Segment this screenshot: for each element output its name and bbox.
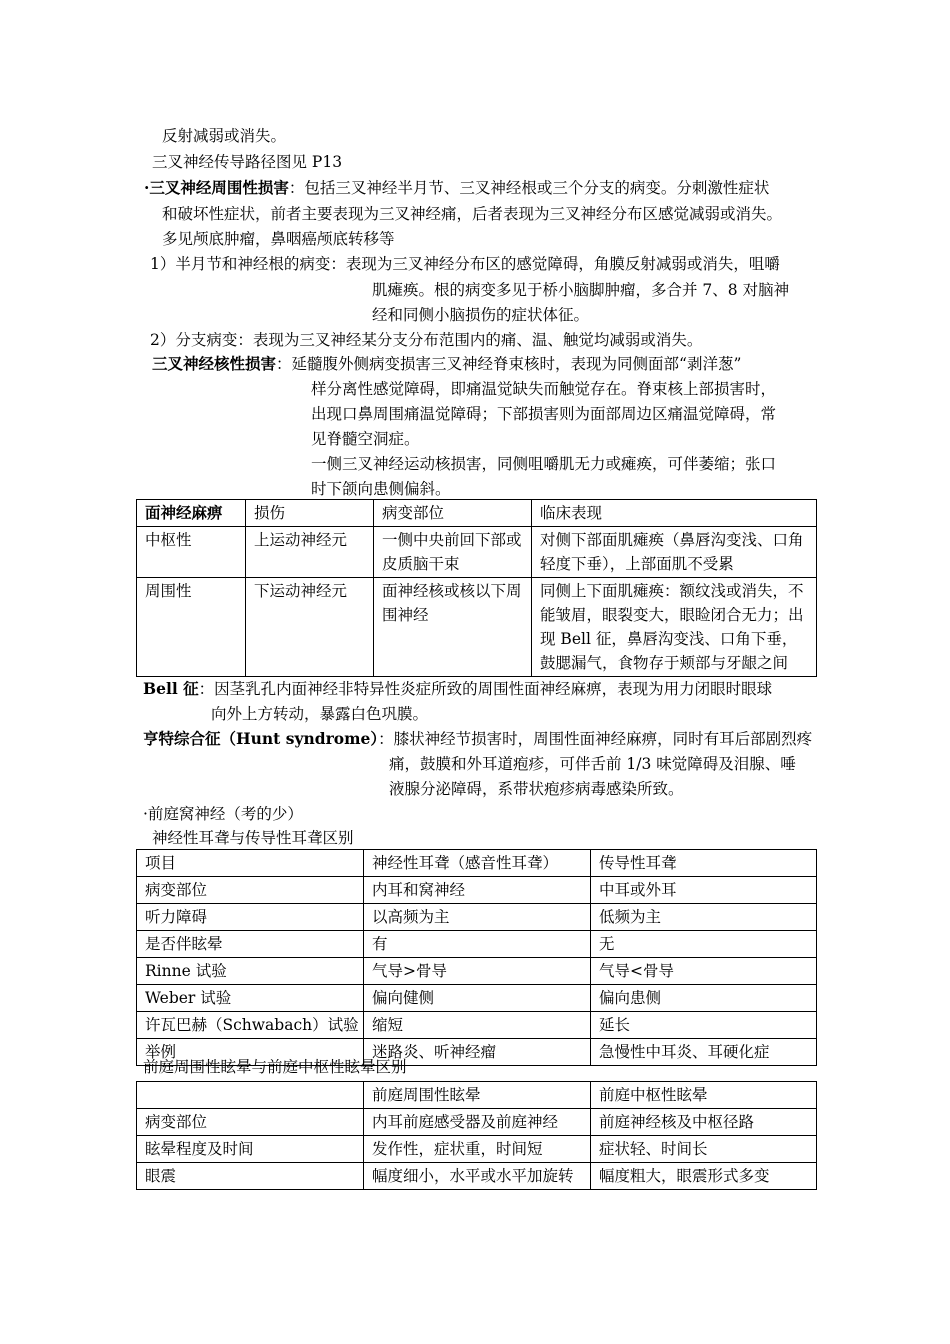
table-cell: 听力障碍 xyxy=(137,904,364,931)
colon: ： xyxy=(288,179,305,197)
colon: ： xyxy=(276,355,292,373)
text: 因茎乳孔内面神经非特异性炎症所致的周围性面神经麻痹，表现为用力闭眼时眼球 xyxy=(214,680,773,698)
table-cell: 缩短 xyxy=(364,1012,591,1039)
table-cell: 下运动神经元 xyxy=(246,578,374,677)
heading-nuclear: 三叉神经核性损害 xyxy=(152,354,277,373)
table-row xyxy=(137,1109,817,1136)
text-line: 三叉神经传导路径图见 P13 xyxy=(152,153,343,171)
table-cell: 是否伴眩晕 xyxy=(137,931,364,958)
table-header-cell: 病变部位 xyxy=(374,500,532,527)
table-cell: 偏向健侧 xyxy=(364,985,591,1012)
text-line: 出现口鼻周围痛温觉障碍；下部损害则为面部周边区痛温觉障碍，常 xyxy=(311,405,777,423)
table-row xyxy=(137,1012,817,1039)
table-cell: 举例 xyxy=(137,1039,364,1066)
text-line: 经和同侧小脑损伤的症状体征。 xyxy=(372,306,590,324)
text-line: 向外上方转动，暴露白色巩膜。 xyxy=(211,705,429,723)
table-header-cell: 前庭中枢性眩晕 xyxy=(591,1082,817,1109)
paragraph-bell xyxy=(143,678,772,700)
table-cell: 无 xyxy=(591,931,817,958)
table-header-row xyxy=(137,1082,817,1109)
table-caption: 前庭周围性眩晕与前庭中枢性眩晕区别 xyxy=(143,1058,407,1076)
table-header-cell: 项目 xyxy=(137,850,364,877)
text-line: 多见颅底肿瘤，鼻咽癌颅底转移等 xyxy=(162,230,395,248)
table-row xyxy=(137,985,817,1012)
table-row xyxy=(137,1163,817,1190)
table-cell: 面神经核或核以下周围神经 xyxy=(374,578,532,677)
table-cell: 一侧中央前回下部或皮质脑干束 xyxy=(374,527,532,578)
table-cell: 偏向患侧 xyxy=(591,985,817,1012)
hearing-loss-table xyxy=(136,849,817,1066)
table-cell: 病变部位 xyxy=(137,877,364,904)
table-header-row xyxy=(137,500,817,527)
table-cell: Weber 试验 xyxy=(137,985,364,1012)
table-cell: 周围性 xyxy=(137,578,246,677)
table-cell: 内耳前庭感受器及前庭神经 xyxy=(364,1109,591,1136)
table-row xyxy=(137,578,817,677)
table-cell: 中枢性 xyxy=(137,527,246,578)
table-row xyxy=(137,1136,817,1163)
table-cell: 幅度粗大，眼震形式多变 xyxy=(591,1163,817,1190)
table-row xyxy=(137,904,817,931)
text-line: 样分离性感觉障碍，即痛温觉缺失而触觉存在。脊束核上部损害时， xyxy=(311,380,777,398)
text-line: 时下颌向患侧偏斜。 xyxy=(311,480,451,498)
table-cell: 病变部位 xyxy=(137,1109,364,1136)
text-line: 液腺分泌障碍，系带状疱疹病毒感染所致。 xyxy=(389,780,684,798)
text-line: 见脊髓空洞症。 xyxy=(311,430,420,448)
table-row xyxy=(137,527,817,578)
paragraph-hunt xyxy=(143,728,812,750)
table-cell: 中耳或外耳 xyxy=(591,877,817,904)
table-cell: 内耳和窝神经 xyxy=(364,877,591,904)
paragraph-peripheral xyxy=(144,177,769,199)
table-cell: 延长 xyxy=(591,1012,817,1039)
table-header-cell: 损伤 xyxy=(246,500,374,527)
text-line: 反射减弱或消失。 xyxy=(162,127,287,145)
table-header-cell xyxy=(137,1082,364,1109)
section-heading: ·前庭窝神经（考的少） xyxy=(143,805,303,823)
table-caption: 神经性耳聋与传导性耳聋区别 xyxy=(152,829,354,847)
table-cell: 迷路炎、听神经瘤 xyxy=(364,1039,591,1066)
vertigo-table xyxy=(136,1081,817,1190)
table-cell: 症状轻、时间长 xyxy=(591,1136,817,1163)
text: 延髓腹外侧病变损害三叉神经脊束核时，表现为同侧面部“剥洋葱” xyxy=(291,355,742,373)
table-cell: 气导>骨导 xyxy=(364,958,591,985)
heading-peripheral: ·三叉神经周围性损害 xyxy=(144,178,289,197)
table-header-row xyxy=(137,850,817,877)
text-line: 和破坏性症状，前者主要表现为三叉神经痛，后者表现为三叉神经分布区感觉减弱或消失。 xyxy=(162,205,783,223)
table-row xyxy=(137,931,817,958)
table-header-cell: 传导性耳聋 xyxy=(591,850,817,877)
table-row xyxy=(137,877,817,904)
facial-palsy-table xyxy=(136,499,817,677)
heading-bell: Bell 征 xyxy=(143,679,199,698)
text: 膝状神经节损害时，周围性面神经麻痹，同时有耳后部剧烈疼 xyxy=(393,730,813,748)
table-header-cell: 神经性耳聋（感音性耳聋） xyxy=(364,850,591,877)
table-cell: 急慢性中耳炎、耳硬化症 xyxy=(591,1039,817,1066)
text-line: 痛，鼓膜和外耳道疱疹，可伴舌前 1/3 味觉障碍及泪腺、唾 xyxy=(389,755,796,773)
table-cell: Rinne 试验 xyxy=(137,958,364,985)
table-header-cell: 临床表现 xyxy=(532,500,817,527)
table-cell: 发作性，症状重，时间短 xyxy=(364,1136,591,1163)
table-cell: 低频为主 xyxy=(591,904,817,931)
table-header-cell: 面神经麻痹 xyxy=(137,500,246,527)
table-cell: 眼震 xyxy=(137,1163,364,1190)
list-item-2: 2）分支病变：表现为三叉神经某分支分布范围内的痛、温、触觉均减弱或消失。 xyxy=(150,331,703,349)
table-cell: 许瓦巴赫（Schwabach）试验 xyxy=(137,1012,364,1039)
list-item-1: 1）半月节和神经根的病变：表现为三叉神经分布区的感觉障碍，角膜反射减弱或消失，咀嚼 xyxy=(150,255,780,273)
text-line: 肌瘫痪。根的病变多见于桥小脑脚肿瘤，多合并 7、8 对脑神 xyxy=(372,281,790,299)
text-line: 一侧三叉神经运动核损害，同侧咀嚼肌无力或瘫痪，可伴萎缩；张口 xyxy=(311,455,777,473)
table-header-cell: 前庭周围性眩晕 xyxy=(364,1082,591,1109)
colon: ： xyxy=(378,730,394,748)
table-cell: 眩晕程度及时间 xyxy=(137,1136,364,1163)
table-cell: 幅度细小，水平或水平加旋转 xyxy=(364,1163,591,1190)
colon: ： xyxy=(198,680,215,698)
table-cell: 有 xyxy=(364,931,591,958)
table-cell: 气导<骨导 xyxy=(591,958,817,985)
paragraph-nuclear xyxy=(152,353,741,375)
table-cell: 以高频为主 xyxy=(364,904,591,931)
table-row xyxy=(137,958,817,985)
table-cell: 对侧下部面肌瘫痪（鼻唇沟变浅、口角轻度下垂），上部面肌不受累 xyxy=(532,527,817,578)
text: 包括三叉神经半月节、三叉神经根或三个分支的病变。分刺激性症状 xyxy=(304,179,770,197)
heading-hunt: 亨特综合征（Hunt syndrome） xyxy=(143,729,379,748)
table-cell: 前庭神经核及中枢径路 xyxy=(591,1109,817,1136)
table-cell: 同侧上下面肌瘫痪：额纹浅或消失，不能皱眉，眼裂变大，眼睑闭合无力；出现 Bell 征，鼻唇沟变浅、口角下垂，鼓腮漏气，食物存于颊部与牙龈之间 xyxy=(532,578,817,677)
table-cell: 上运动神经元 xyxy=(246,527,374,578)
